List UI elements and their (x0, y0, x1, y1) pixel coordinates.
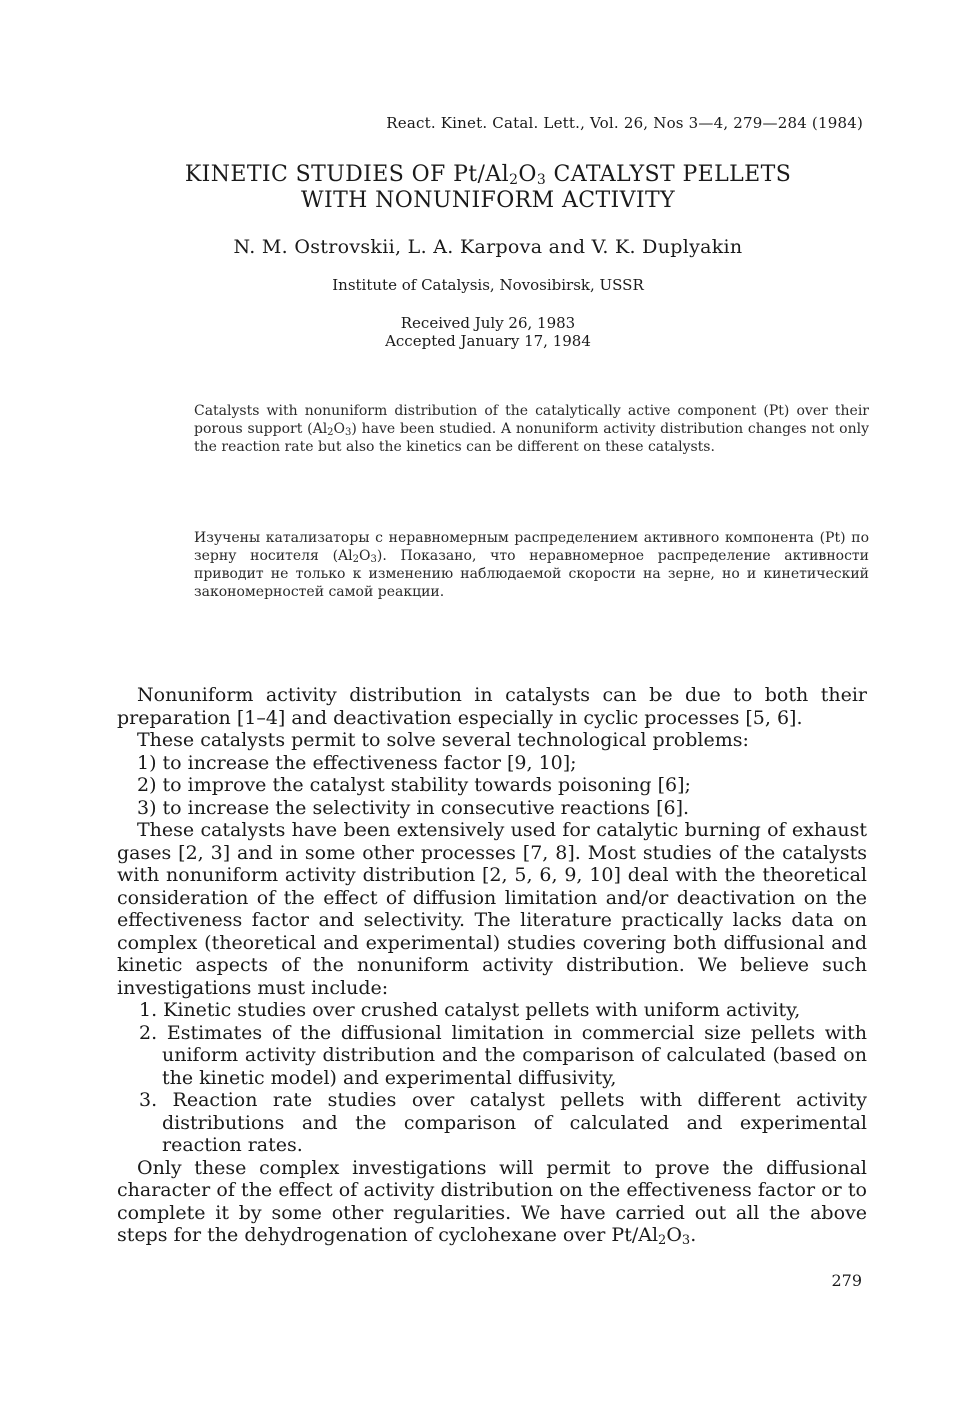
numbered-item: 3. Reaction rate studies over catalyst pellets with different activity distributions and the comparison of calculated and experimental reaction rates. (139, 1089, 867, 1156)
list-item: 1) to increase the effectiveness factor [9, 10]; (137, 751, 577, 774)
numbered-item: 1. Kinetic studies over crushed catalyst pellets with uniform activity, (139, 999, 801, 1021)
accepted-date: Accepted January 17, 1984 (385, 332, 591, 350)
submission-dates (0, 314, 976, 350)
main-body (117, 684, 867, 1247)
received-date: Received July 26, 1983 (400, 314, 576, 332)
abstract-english: Catalysts with nonuniform distribution of the catalytically active component (Pt) over their porous support $(Al_2O_3)$ have been studied. A nonuniform activity distribution changes not only the reaction rate but also the kinetics can be different on these catalysts. (194, 403, 869, 455)
body-paragraph: Nonuniform activity distribution in catalysts can be due to both their preparation [1–4] and deactivation especially in cyclic processes [5, 6]. (117, 684, 867, 729)
page-number: 279 (831, 1271, 862, 1290)
body-paragraph: These catalysts permit to solve several technological problems: (137, 729, 749, 751)
body-paragraph: Only these complex investigations will permit to prove the diffusional character of the effect of activity distribution on the effectiveness factor or to complete it by some other regularities. We have carried out all the above steps for the dehydrogenation of cyclohexane over $Pt/Al_2O_3$. (117, 1156, 867, 1248)
body-paragraph: These catalysts have been extensively used for catalytic burning of exhaust gases [2, 3] and in some other processes [7, 8]. Most studies of the catalysts with nonuniform activity distribution [2, 5, 6, 9, 10] deal with the theoretical consideration of the effect of diffusion limitation and/or deactivation on the effectiveness factor and selectivity. The literature practically lacks data on complex (theoretical and experimental) studies covering both diffusional and kinetic aspects of the nonuniform activity distribution. We believe such investigations must include: (117, 819, 867, 999)
list-item: 2) to improve the catalyst stability towards poisoning [6]; (137, 774, 691, 796)
affiliation: Institute of Catalysis, Novosibirsk, USSR (332, 276, 644, 294)
title-line-1: KINETIC STUDIES OF $Pt/Al_2O_3$ CATALYST PELLETS (184, 162, 792, 188)
title-line-2: WITH NONUNIFORM ACTIVITY (300, 188, 676, 213)
numbered-item: 2. Estimates of the diffusional limitation in commercial size pellets with uniform activity distribution and the comparison of calculated (based on the kinetic model) and experimental diffusivity, (139, 1021, 867, 1089)
list-item: 3) to increase the selectivity in consecutive reactions [6]. (137, 796, 690, 819)
journal-reference: React. Kinet. Catal. Lett., Vol. 26, Nos 3—4, 279—284 (1984) (386, 114, 863, 132)
paper-title (0, 162, 976, 214)
author-list: N. M. Ostrovskii, L. A. Karpova and V. K. Duplyakin (233, 236, 743, 258)
abstract-russian: Изучены катализаторы с неравномерным распределением активного компонента (Pt) по зерну носителя $(Al_2O_3)$. Показано, что неравномерное распределение активности приводит не только к изменению наблюдаемой скорости на зерне, но и кинетический закономерностей самой реакции. (194, 530, 869, 600)
